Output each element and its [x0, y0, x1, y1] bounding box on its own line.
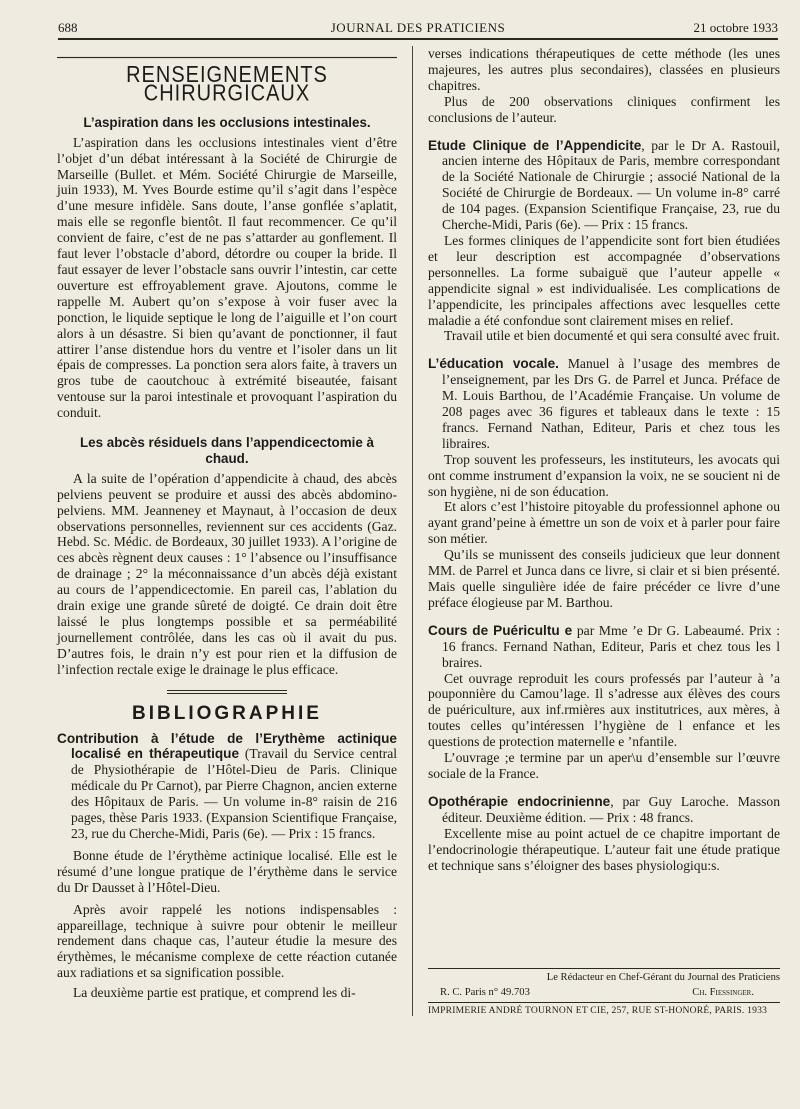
- journal-title: JOURNAL DES PRATICIENS: [330, 20, 506, 35]
- article-body-aspiration: L’aspiration dans les occlusions intestinales vient d’être l’objet d’un débat intéressant à la Société de Chirurgie de Marseille (Bullet. et Mém. Société Chirurgie de Marseille, juin 1933), M. Yves Bourde estime qu’il s’agit dans l’espèce d’une mesure infidèle. Sans doute, l’anse gonflée s’aplatit, mais elle se regonfle bientôt. Il faut recommencer. Ce qu’il convient de faire, c’est de ne pas s’attarder au gonflement. Il faut lever l’obstacle d’abord, détordre ou couper la bride. Il faut essayer de lever l’obstacle sans ouvrir l’intestin, car cette ouverture est effroyablement grave. Ajoutons, comme le rappelle M. Aubert qu’on s’expose à voir fuser avec la ponction, le liquide septique le long de l’aiguille et l’on court alors à un désastre. Si bien qu’avant de ponctionner, il faut attirer l’anse distendue hors du ventre et l’isoler dans un lit épais de compresses. La ponction sera alors faite, à travers un gros tube de caoutchouc à extrémité biseautée, faisant ventouse sur la paroi intestinale et provoquant l’aspiration du conduit.: [57, 134, 397, 421]
- entry-title: Opothérapie endocrinienne: [428, 793, 611, 809]
- entry-heading: [428, 623, 780, 671]
- bibliography-entry: [428, 138, 780, 345]
- left-column: [57, 46, 397, 1001]
- entry-paragraph: Bonne étude de l’érythème actinique localisé. Elle est le résumé d’une longue pratique de l’érythème dans le service du Dr Dausset à l’Hôtel-Dieu.: [57, 847, 397, 895]
- printer-imprint: IMPRIMERIE ANDRÉ TOURNON ET CIE, 257, RUE ST-HONORÉ, PARIS. 1933: [428, 1005, 768, 1016]
- bibliography-entry: [428, 623, 780, 782]
- entry-paragraph: La deuxième partie est pratique, et comprend les di-: [73, 985, 356, 1001]
- bibliography-entry: [428, 794, 780, 874]
- entry-details: (Travail du Service central de Physiothérapie de l’Hôtel-Dieu de Paris. Clinique médicale du Pr Carnot), par Pierre Chagnon, ancien externe des Hôpitaux de Paris. — Un volume in-8° raisin de 216 pages, thèse Paris 1933. (Expansion Scientifique Française, 23, rue du Cherche-Midi, Paris (6e). — Prix : 15 francs.: [71, 746, 397, 841]
- entry-title: Contribution à l’étude de l’Erythème actinique localisé en thérapeutique: [57, 730, 397, 762]
- imprint-rule: [428, 1002, 780, 1003]
- continued-paragraph: Plus de 200 observations cliniques confirment les conclusions de l’auteur.: [428, 93, 780, 125]
- article-body-abces: A la suite de l’opération d’appendicite à chaud, des abcès pelviens peuvent se produire et aussi des abcès abdomino-pelviens. MM. Jeanneney et Maynaut, à l’occasion de deux observations personnelles, reviennent sur ces accidents (Gaz. Hebd. Sc. Médic. de Bordeaux, 30 juillet 1933). A l’origine de ces abcès règnent deux causes : 1° l’absence ou l’insuffisance de drainage ; 2° la méconnaissance d’un abcès déjà existant au cours de l’appendicectomie. En pareil cas, l’ablation du drain exige une grande sûreté de doigté. Ce drain doit être laissé le plus longtemps possible et sa perméabilité journellement contrôlée, dans les cas où il avait du pus. D’autres fois, le drain n’y est pour rien et la diffusion de l’infection rectale exige le drainage le plus efficace.: [57, 470, 397, 677]
- header-rule: [58, 38, 778, 40]
- entry-paragraph: Qu’ils se munissent des conseils judicieux que leur donnent MM. de Parrel et Junca dans ce livre, si clair et si bien présenté. Mais quelle singulière idée de faire précéder ce livre d’une préface élogieuse par M. Barthou.: [428, 547, 780, 610]
- entry-details: , par le Dr A. Rastouil, ancien interne des Hôpitaux de Paris, membre correspondant de la Société Nationale de Chirurgie ; associé National de la Société de Chirurgie de Bordeaux. — Un volume in-8° carré de 104 pages. (Expansion Scientifique Française, 23, rue du Cherche-Midi, Paris (6e). — Prix : 15 francs.: [442, 137, 780, 233]
- footer-rc: R. C. Paris n° 49.703: [440, 987, 530, 998]
- entry-heading: [57, 731, 397, 842]
- article-title-abces: Les abcès résiduels dans l’appendicectomie à chaud.: [80, 435, 374, 466]
- entry-heading: [428, 138, 780, 233]
- right-column: [428, 46, 780, 873]
- entry-heading: [428, 794, 780, 826]
- entry-paragraph: Les formes cliniques de l’appendicite sont fort bien étudiées et leur description est accompagnée d’observations personnelles. La forme subaiguë que l’auteur appelle « appendicite signal » est individualisée. Les complications de l’appendicite, les principales affections avec lesquelles cette maladie a été confondue sont clairement mises en relief.: [428, 232, 780, 328]
- entry-title: Cours de Puéricultu e: [428, 622, 573, 638]
- entry-title: L’éducation vocale.: [428, 356, 559, 372]
- column-divider: [412, 46, 413, 1016]
- entry-paragraph: Excellente mise au point actuel de ce chapitre important de l’endocrinologie thérapeutique. L’auteur fait une étude pratique et technique sans s’éloigner des bases physiologiqu:s.: [428, 825, 780, 873]
- footer-rule: [428, 968, 780, 969]
- entry-title: Etude Clinique de l’Appendicite: [428, 137, 642, 153]
- entry-details: par Mme ’e Dr G. Labeaumé. Prix : 16 francs. Fernand Nathan, Editeur, Paris et chez tous les l braires.: [442, 622, 780, 670]
- bibliography-entry: [57, 731, 397, 1002]
- bibliography-entry: [428, 356, 780, 611]
- page-number: 688: [58, 20, 78, 35]
- entry-paragraph: L’ouvrage ;e termine par un aper\u d’ensemble sur l’œuvre sociale de la France.: [428, 750, 780, 781]
- entry-paragraph: Et alors c’est l’histoire pitoyable du professionnel aphone ou ayant grand’peine à émettre un son de voix et à parler pour faire son métier.: [428, 499, 780, 547]
- footer-editor-name: Ch. Fiessinger.: [692, 987, 754, 998]
- bibliography-title: BIBLIOGRAPHIE: [132, 702, 322, 724]
- issue-date: 21 octobre 1933: [693, 20, 778, 35]
- entry-paragraph: Travail utile et bien documenté et qui sera consulté avec fruit.: [444, 328, 780, 344]
- entry-paragraph: Après avoir rappelé les notions indispensables : appareillage, technique à suivre pour obtenir le meilleur rendement dans chaque cas, l’auteur étudie la mesure des érythèmes, le mécanisme complexe de cette réaction cutanée aux radiations et sa signification possible.: [57, 901, 397, 981]
- section-divider: [167, 690, 287, 694]
- entry-details: Manuel à l’usage des membres de l’enseignement, par les Drs G. de Parrel et Junca. Préface de M. Louis Barthou, de l’Académie Française. Un volume de 208 pages avec 36 figures et tableaux dans le texte : 15 francs. Fernand Nathan, Editeur, Paris et chez tous les libraires.: [442, 356, 780, 451]
- entry-paragraph: Cet ouvrage reproduit les cours professés par l’auteur à ’a pouponnière du Camou’lage. Il s’adresse aux élèves des cours de puériculture, aux inf.rmières aux institutrices, aux mères, à toutes celles qu’intéressen l’hygiène de l enfance et les questions de protection maternelle e ’nfantile.: [428, 670, 780, 750]
- section-title: RENSEIGNEMENTS CHIRURGICAUX: [57, 57, 397, 104]
- entry-heading: [428, 356, 780, 451]
- footer-editor-line: Le Rédacteur en Chef-Gérant du Journal des Praticiens: [546, 972, 780, 983]
- page-header: [58, 20, 778, 40]
- continued-paragraph: verses indications thérapeutiques de cette méthode (les unes majeures, les autres plus secondaires), classées en plusieurs chapitres.: [428, 46, 780, 93]
- entry-details: , par Guy Laroche. Masson éditeur. Deuxième édition. — Prix : 48 francs.: [442, 793, 780, 825]
- article-title-aspiration: L’aspiration dans les occlusions intestinales.: [83, 114, 371, 130]
- entry-paragraph: Trop souvent les professeurs, les instituteurs, les avocats qui ont comme instrument d’expansion la voix, ne se soucient ni de son hygiène, ni de son éducation.: [428, 451, 780, 499]
